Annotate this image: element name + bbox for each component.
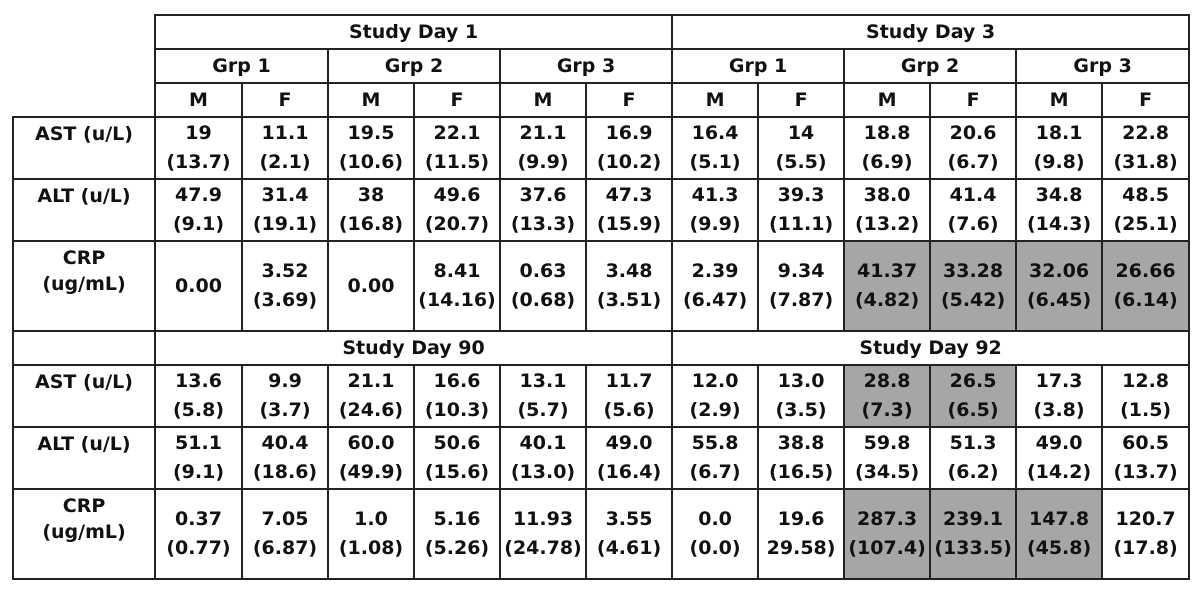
sd-value: (6.7) <box>689 461 741 483</box>
value-cell <box>1016 427 1102 489</box>
sd-value: (3.5) <box>775 399 827 421</box>
sex-header: F <box>930 83 1016 117</box>
sd-value: (6.87) <box>252 537 318 559</box>
mean-value: 16.6 <box>433 370 481 392</box>
value-cell <box>758 117 844 179</box>
value-cell <box>586 365 672 427</box>
mean-value: 41.4 <box>949 184 997 206</box>
sd-value: (1.08) <box>338 537 404 559</box>
row-label-unit: (ug/mL) <box>42 521 126 543</box>
mean-value: 5.16 <box>433 508 481 530</box>
mean-value: 48.5 <box>1122 184 1170 206</box>
sd-value: (6.2) <box>947 461 999 483</box>
value-cell <box>242 489 328 579</box>
sd-value: (19.1) <box>252 213 318 235</box>
sd-value: (2.9) <box>689 399 741 421</box>
mean-value: 50.6 <box>433 432 481 454</box>
value-cell <box>328 179 414 241</box>
study-day-title: Study Day 90 <box>155 331 672 365</box>
sd-value: (16.5) <box>768 461 834 483</box>
sd-value: (2.1) <box>259 151 311 173</box>
value-cell <box>414 427 500 489</box>
sd-value: (5.8) <box>172 399 225 421</box>
value-cell <box>242 117 328 179</box>
mean-value: 12.0 <box>691 370 739 392</box>
mean-value: 20.6 <box>949 122 997 144</box>
sd-value: (6.47) <box>682 289 748 311</box>
sd-value: (25.1) <box>1113 213 1178 235</box>
value-cell <box>500 489 586 579</box>
value-cell <box>672 179 758 241</box>
mean-value: 0.00 <box>175 274 222 297</box>
row-label <box>13 489 155 579</box>
value-cell <box>844 365 930 427</box>
mean-value: 47.9 <box>175 184 222 206</box>
row-label <box>13 179 155 241</box>
mean-value: 49.0 <box>605 432 653 454</box>
sd-value: (13.3) <box>510 213 576 235</box>
value-cell <box>844 241 930 331</box>
sd-value: (5.5) <box>775 151 827 173</box>
mean-value: 239.1 <box>943 508 1004 530</box>
value-cell <box>930 117 1016 179</box>
mean-value: 3.48 <box>605 260 653 282</box>
mean-value: 11.1 <box>261 122 309 144</box>
value-cell <box>1016 489 1102 579</box>
mean-value: 60.0 <box>347 432 395 454</box>
lab-results-table <box>12 14 1190 580</box>
value-cell <box>672 241 758 331</box>
value-cell <box>1016 117 1102 179</box>
value-cell <box>328 117 414 179</box>
sex-header: F <box>758 83 844 117</box>
sd-value: (9.9) <box>689 213 741 235</box>
row-label <box>13 117 155 179</box>
sd-value: (7.3) <box>861 399 913 421</box>
mean-value: 0.63 <box>519 260 567 282</box>
sex-header: F <box>1102 83 1189 117</box>
mean-value: 17.3 <box>1035 370 1083 392</box>
group-header: Grp 3 <box>1016 49 1189 83</box>
mean-value: 38.8 <box>777 432 825 454</box>
row-label-text: AST (u/L) <box>35 371 133 393</box>
table-row <box>13 489 1189 579</box>
value-cell <box>328 489 414 579</box>
group-header: Grp 2 <box>844 49 1016 83</box>
sex-header: F <box>586 83 672 117</box>
sd-value: (133.5) <box>934 537 1012 559</box>
mean-value: 19.5 <box>347 122 395 144</box>
study-day-header-row <box>13 15 1189 49</box>
sd-value: (4.61) <box>596 537 662 559</box>
sex-header: M <box>844 83 930 117</box>
mean-value: 60.5 <box>1122 432 1170 454</box>
mean-value: 11.93 <box>512 508 574 530</box>
value-cell <box>414 179 500 241</box>
sd-value: (15.6) <box>424 461 490 483</box>
value-cell <box>242 241 328 331</box>
value-cell <box>1102 241 1189 331</box>
row-label-text: CRP <box>62 247 106 269</box>
sd-value: (5.7) <box>517 399 569 421</box>
sd-value: (15.9) <box>596 213 662 235</box>
mean-value: 22.8 <box>1122 122 1170 144</box>
sd-value: (20.7) <box>424 213 490 235</box>
study-day-title: Study Day 3 <box>672 15 1189 49</box>
row-label <box>13 427 155 489</box>
mean-value: 49.0 <box>1035 432 1083 454</box>
value-cell <box>1102 365 1189 427</box>
value-cell <box>844 489 930 579</box>
mean-value: 13.0 <box>777 370 825 392</box>
sd-value: (9.1) <box>172 213 225 235</box>
sd-value: (45.8) <box>1026 537 1092 559</box>
value-cell <box>844 427 930 489</box>
sex-header: F <box>242 83 328 117</box>
value-cell <box>414 365 500 427</box>
mean-value: 12.8 <box>1122 370 1170 392</box>
group-header: Grp 1 <box>672 49 844 83</box>
mean-value: 26.5 <box>949 370 997 392</box>
mean-value: 16.9 <box>605 122 653 144</box>
study-day-title: Study Day 92 <box>672 331 1189 365</box>
value-cell <box>1102 427 1189 489</box>
sd-value: (6.9) <box>861 151 913 173</box>
sd-value: (6.5) <box>947 399 999 421</box>
sd-value: 29.58) <box>766 537 836 559</box>
value-cell <box>155 365 242 427</box>
mean-value: 22.1 <box>433 122 481 144</box>
value-cell <box>500 117 586 179</box>
corner-cell <box>13 331 155 365</box>
value-cell <box>242 365 328 427</box>
value-cell <box>672 365 758 427</box>
sd-value: (14.3) <box>1026 213 1092 235</box>
sd-value: (34.5) <box>854 461 920 483</box>
value-cell <box>500 179 586 241</box>
mean-value: 49.6 <box>433 184 481 206</box>
value-cell <box>1102 489 1189 579</box>
value-cell <box>414 117 500 179</box>
study-day-title: Study Day 1 <box>155 15 672 49</box>
mean-value: 19 <box>185 122 212 144</box>
row-label-unit: (ug/mL) <box>42 273 126 295</box>
mean-value: 41.3 <box>691 184 739 206</box>
sd-value: (18.6) <box>252 461 318 483</box>
sd-value: (17.8) <box>1113 537 1178 559</box>
sex-header-row <box>13 83 1189 117</box>
sd-value: (9.1) <box>172 461 225 483</box>
table-row <box>13 117 1189 179</box>
mean-value: 41.37 <box>857 260 918 282</box>
value-cell <box>1102 179 1189 241</box>
sd-value: (11.5) <box>424 151 490 173</box>
value-cell <box>328 241 414 331</box>
sd-value: (24.6) <box>338 399 404 421</box>
value-cell <box>672 427 758 489</box>
sd-value: (16.4) <box>596 461 662 483</box>
sd-value: (9.8) <box>1033 151 1085 173</box>
sd-value: (5.26) <box>424 537 490 559</box>
mean-value: 51.3 <box>949 432 997 454</box>
table-row <box>13 241 1189 331</box>
mean-value: 28.8 <box>863 370 911 392</box>
value-cell <box>1016 365 1102 427</box>
sd-value: (0.68) <box>510 289 576 311</box>
sd-value: (3.8) <box>1033 399 1085 421</box>
value-cell <box>242 179 328 241</box>
mean-value: 18.1 <box>1035 122 1083 144</box>
sd-value: (14.2) <box>1026 461 1092 483</box>
mean-value: 39.3 <box>777 184 825 206</box>
sex-header: F <box>414 83 500 117</box>
mean-value: 0.37 <box>175 508 222 530</box>
sd-value: (9.9) <box>517 151 569 173</box>
sd-value: (13.7) <box>1113 461 1178 483</box>
value-cell <box>155 179 242 241</box>
value-cell <box>500 427 586 489</box>
value-cell <box>328 365 414 427</box>
mean-value: 1.0 <box>354 508 388 530</box>
mean-value: 21.1 <box>519 122 567 144</box>
value-cell <box>414 241 500 331</box>
mean-value: 0.0 <box>698 508 732 530</box>
value-cell <box>930 365 1016 427</box>
mean-value: 147.8 <box>1029 508 1090 530</box>
sd-value: (31.8) <box>1113 151 1178 173</box>
value-cell <box>155 489 242 579</box>
value-cell <box>414 489 500 579</box>
value-cell <box>500 365 586 427</box>
sd-value: (0.77) <box>166 537 231 559</box>
value-cell <box>930 427 1016 489</box>
sd-value: (11.1) <box>768 213 834 235</box>
sd-value: (6.7) <box>947 151 999 173</box>
sd-value: (6.45) <box>1026 289 1092 311</box>
value-cell <box>930 179 1016 241</box>
sd-value: (7.87) <box>768 289 834 311</box>
sd-value: (14.16) <box>418 289 496 311</box>
sd-value: (10.6) <box>338 151 404 173</box>
mean-value: 9.9 <box>268 370 302 392</box>
value-cell <box>1102 117 1189 179</box>
mean-value: 32.06 <box>1029 260 1090 282</box>
mean-value: 287.3 <box>857 508 918 530</box>
value-cell <box>758 179 844 241</box>
value-cell <box>844 179 930 241</box>
mean-value: 31.4 <box>261 184 309 206</box>
mean-value: 37.6 <box>519 184 567 206</box>
mean-value: 55.8 <box>691 432 739 454</box>
mean-value: 34.8 <box>1035 184 1083 206</box>
mean-value: 19.6 <box>777 508 825 530</box>
group-header: Grp 1 <box>155 49 328 83</box>
value-cell <box>586 117 672 179</box>
mean-value: 3.55 <box>605 508 653 530</box>
table-row <box>13 365 1189 427</box>
value-cell <box>586 489 672 579</box>
value-cell <box>500 241 586 331</box>
mean-value: 51.1 <box>175 432 222 454</box>
value-cell <box>328 427 414 489</box>
sd-value: (4.82) <box>854 289 920 311</box>
value-cell <box>758 427 844 489</box>
sd-value: (3.69) <box>252 289 318 311</box>
mean-value: 9.34 <box>777 260 825 282</box>
value-cell <box>586 241 672 331</box>
sd-value: (5.1) <box>689 151 741 173</box>
value-cell <box>672 117 758 179</box>
group-header: Grp 3 <box>500 49 672 83</box>
mean-value: 59.8 <box>863 432 911 454</box>
sd-value: (13.7) <box>166 151 231 173</box>
study-day-header-row <box>13 331 1189 365</box>
value-cell <box>155 117 242 179</box>
table-row <box>13 179 1189 241</box>
value-cell <box>672 489 758 579</box>
mean-value: 21.1 <box>347 370 395 392</box>
value-cell <box>758 241 844 331</box>
mean-value: 40.4 <box>261 432 309 454</box>
value-cell <box>758 365 844 427</box>
sex-header: M <box>500 83 586 117</box>
mean-value: 13.1 <box>519 370 567 392</box>
mean-value: 40.1 <box>519 432 567 454</box>
mean-value: 38.0 <box>863 184 911 206</box>
sd-value: (49.9) <box>338 461 404 483</box>
row-label <box>13 365 155 427</box>
value-cell <box>758 489 844 579</box>
value-cell <box>1016 179 1102 241</box>
mean-value: 13.6 <box>175 370 222 392</box>
sex-header: M <box>672 83 758 117</box>
mean-value: 7.05 <box>261 508 309 530</box>
sd-value: (13.2) <box>854 213 920 235</box>
value-cell <box>930 241 1016 331</box>
row-label-text: ALT (u/L) <box>37 185 131 207</box>
sd-value: (7.6) <box>947 213 999 235</box>
mean-value: 2.39 <box>691 260 739 282</box>
value-cell <box>586 427 672 489</box>
mean-value: 26.66 <box>1115 260 1176 282</box>
sd-value: (3.7) <box>259 399 311 421</box>
mean-value: 120.7 <box>1115 508 1176 530</box>
sd-value: (1.5) <box>1120 399 1172 421</box>
mean-value: 16.4 <box>691 122 739 144</box>
group-header-row <box>13 49 1189 83</box>
value-cell <box>844 117 930 179</box>
sd-value: (6.14) <box>1113 289 1178 311</box>
mean-value: 0.00 <box>347 274 395 297</box>
value-cell <box>155 427 242 489</box>
mean-value: 38 <box>357 184 385 206</box>
mean-value: 33.28 <box>943 260 1004 282</box>
sd-value: (0.0) <box>689 537 741 559</box>
sd-value: (10.2) <box>596 151 662 173</box>
row-label <box>13 241 155 331</box>
sd-value: (3.51) <box>596 289 662 311</box>
mean-value: 47.3 <box>605 184 653 206</box>
row-label-text: AST (u/L) <box>35 123 133 145</box>
mean-value: 8.41 <box>433 260 481 282</box>
sd-value: (13.0) <box>510 461 576 483</box>
sex-header: M <box>1016 83 1102 117</box>
sd-value: (16.8) <box>338 213 404 235</box>
table-row <box>13 427 1189 489</box>
sd-value: (5.42) <box>940 289 1006 311</box>
value-cell <box>930 489 1016 579</box>
value-cell <box>586 179 672 241</box>
mean-value: 3.52 <box>261 260 309 282</box>
value-cell <box>155 241 242 331</box>
mean-value: 11.7 <box>605 370 653 392</box>
sex-header: M <box>155 83 242 117</box>
mean-value: 14 <box>787 122 815 144</box>
value-cell <box>242 427 328 489</box>
row-label-text: ALT (u/L) <box>37 433 131 455</box>
sd-value: (5.6) <box>603 399 655 421</box>
sd-value: (10.3) <box>424 399 490 421</box>
row-label-text: CRP <box>62 495 106 517</box>
group-header: Grp 2 <box>328 49 500 83</box>
sex-header: M <box>328 83 414 117</box>
sd-value: (107.4) <box>848 537 926 559</box>
corner-cell <box>13 15 155 117</box>
value-cell <box>1016 241 1102 331</box>
mean-value: 18.8 <box>863 122 911 144</box>
sd-value: (24.78) <box>504 537 582 559</box>
